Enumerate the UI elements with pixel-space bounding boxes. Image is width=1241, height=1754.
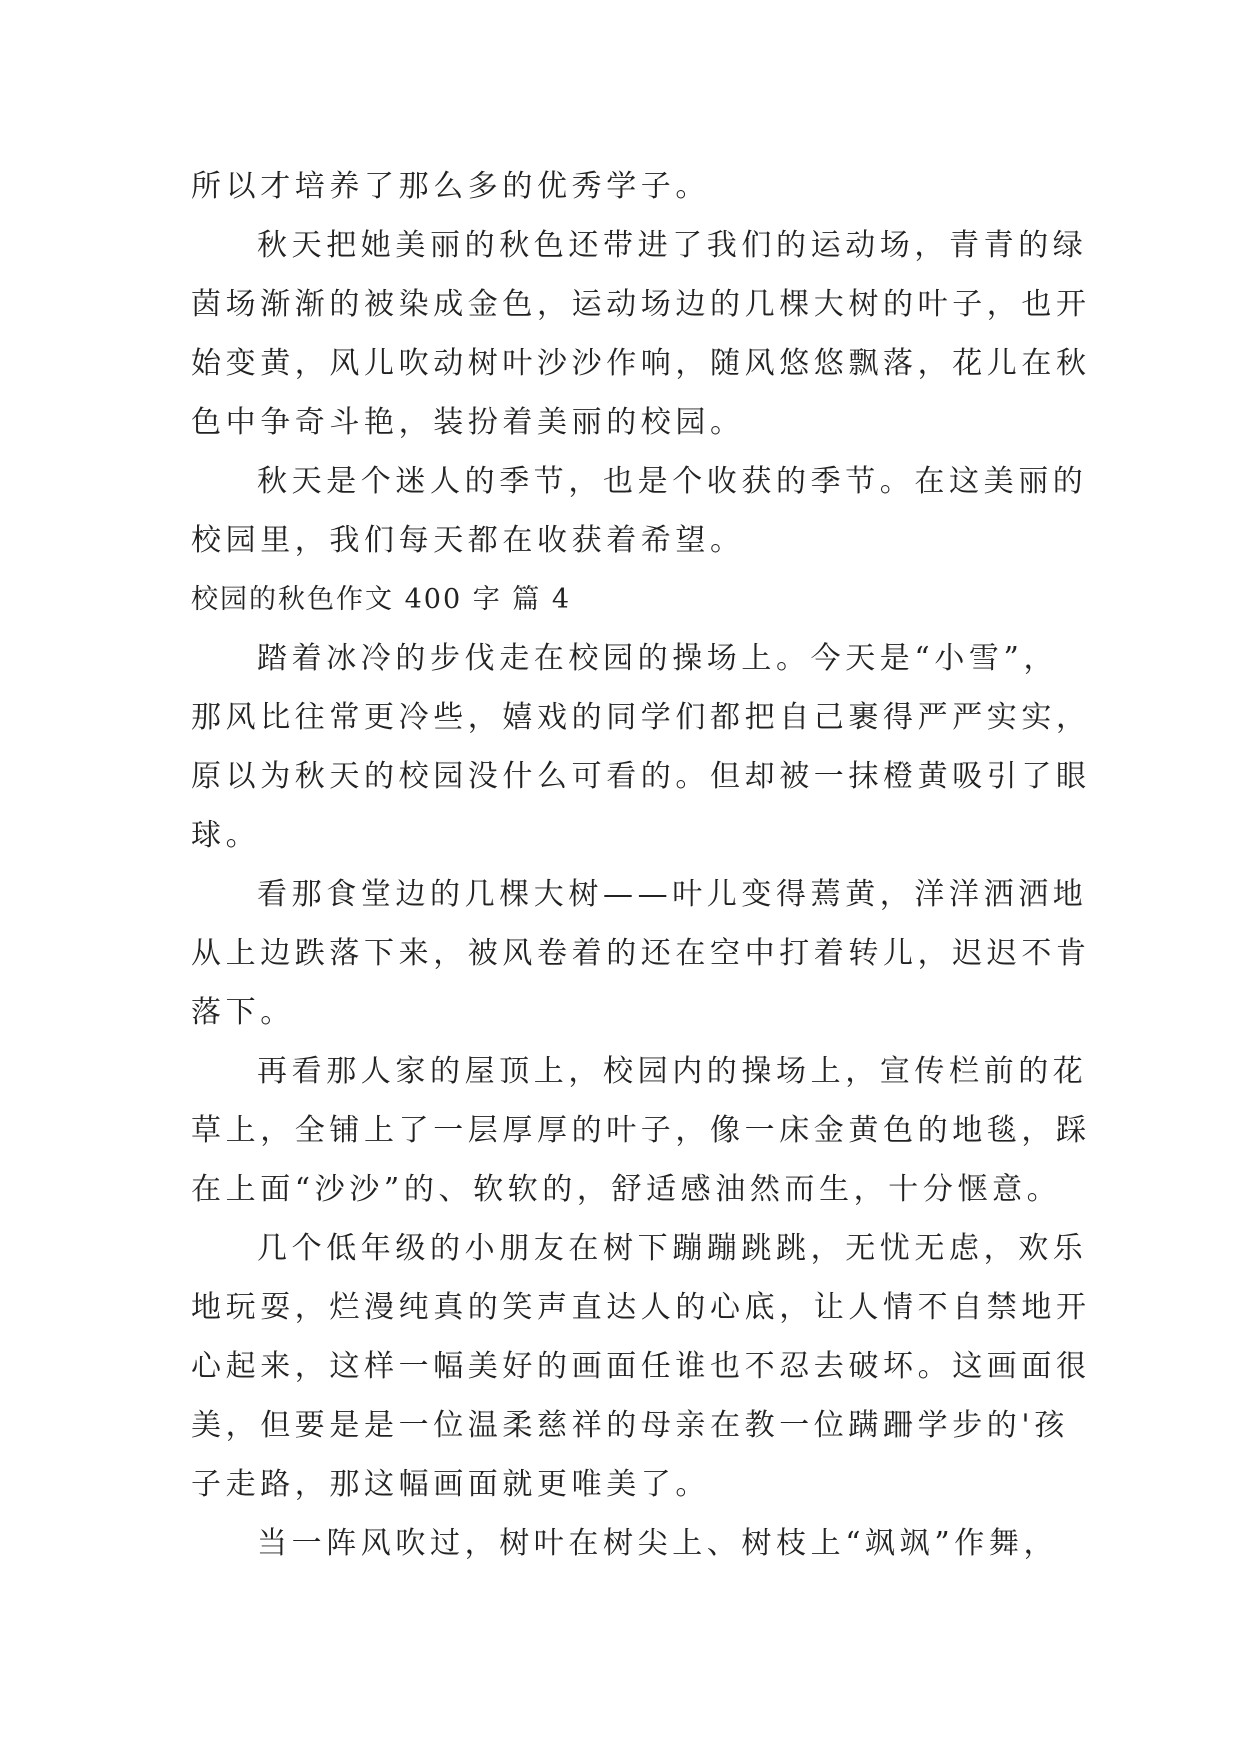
text-line: 子走路，那这幅画面就更唯美了。 — [191, 1467, 710, 1502]
document-body — [191, 157, 1091, 1573]
text-line: 校园里，我们每天都在收获着希望。 — [191, 523, 745, 558]
text-line: 落下。 — [191, 995, 295, 1030]
text-line: 从上边跌落下来，被风卷着的还在空中打着转儿，迟迟不肯 — [191, 936, 1091, 971]
text-line: 美，但要是是一位温柔慈祥的母亲在教一位蹒跚学步的'孩 — [191, 1408, 1069, 1443]
text-line: 原以为秋天的校园没什么可看的。但却被一抹橙黄吸引了眼 — [191, 759, 1091, 794]
text-line: 地玩耍，烂漫纯真的笑声直达人的心底，让人情不自禁地开 — [191, 1290, 1091, 1325]
text-line: 在上面“沙沙”的、软软的，舒适感油然而生，十分惬意。 — [191, 1172, 1062, 1207]
text-line: 那风比往常更冷些，嬉戏的同学们都把自己裹得严严实实， — [191, 700, 1091, 735]
paragraph-start-line: 再看那人家的屋顶上，校园内的操场上，宣传栏前的花 — [257, 1054, 1088, 1089]
paragraph-start-line: 踏着冰冷的步伐走在校园的操场上。今天是“小雪”， — [257, 641, 1059, 676]
text-line: 始变黄，风儿吹动树叶沙沙作响，随风悠悠飘落，花儿在秋 — [191, 346, 1091, 381]
section-heading: 校园的秋色作文 400 字 篇 4 — [191, 584, 572, 615]
paragraph-start-line: 当一阵风吹过，树叶在树尖上、树枝上“飒飒”作舞， — [257, 1526, 1059, 1561]
text-line: 心起来，这样一幅美好的画面任谁也不忍去破坏。这画面很 — [191, 1349, 1091, 1384]
text-line: 草上，全铺上了一层厚厚的叶子，像一床金黄色的地毯，踩 — [191, 1113, 1091, 1148]
paragraph-start-line: 秋天把她美丽的秋色还带进了我们的运动场，青青的绿 — [257, 228, 1088, 263]
text-line: 茵场渐渐的被染成金色，运动场边的几棵大树的叶子，也开 — [191, 287, 1091, 322]
paragraph-start-line: 看那食堂边的几棵大树——叶儿变得蔫黄，洋洋洒洒地 — [257, 877, 1088, 912]
text-line: 球。 — [191, 818, 261, 853]
text-line: 色中争奇斗艳，装扮着美丽的校园。 — [191, 405, 745, 440]
paragraph-start-line: 几个低年级的小朋友在树下蹦蹦跳跳，无忧无虑，欢乐 — [257, 1231, 1088, 1266]
paragraph-start-line: 秋天是个迷人的季节，也是个收获的季节。在这美丽的 — [257, 464, 1088, 499]
text-line: 所以才培养了那么多的优秀学子。 — [191, 169, 710, 204]
